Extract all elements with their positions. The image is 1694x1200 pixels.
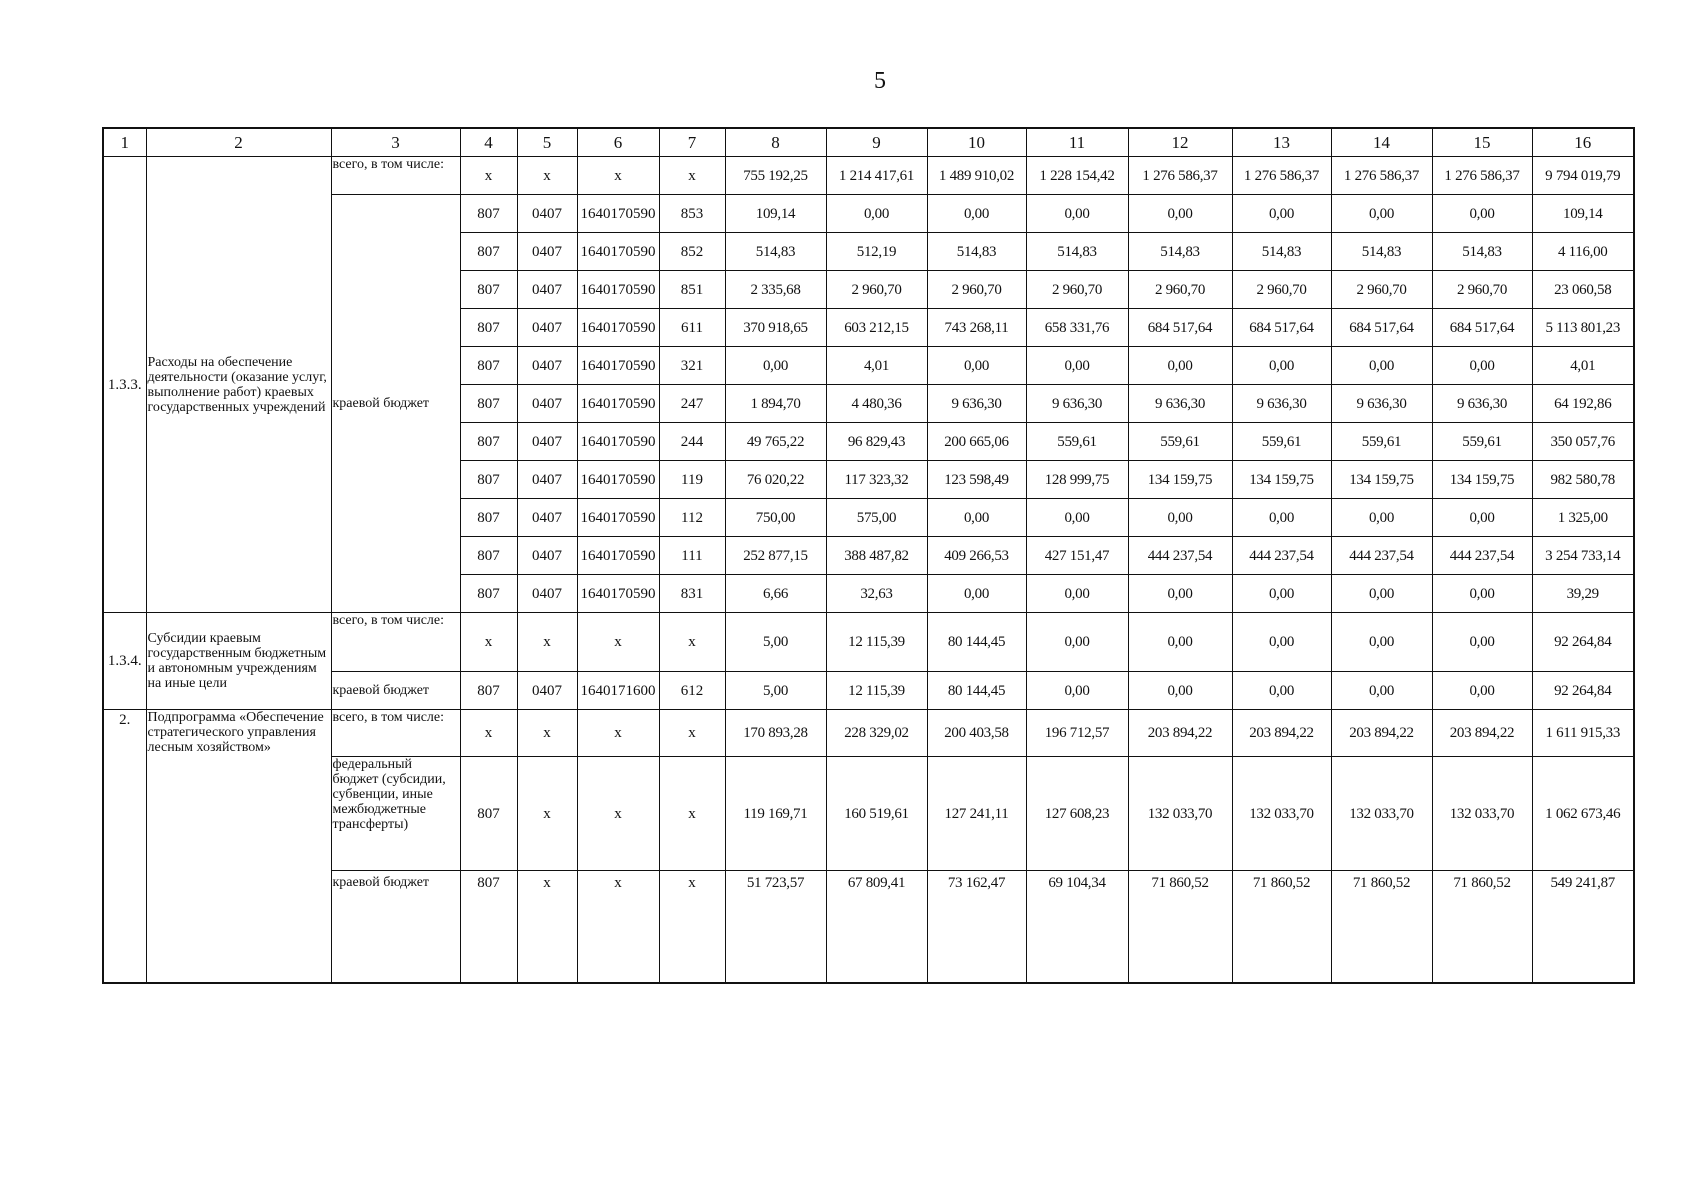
column-header: 16: [1532, 128, 1634, 157]
value-cell: 1 228 154,42: [1026, 157, 1128, 195]
source-label: всего, в том числе:: [331, 613, 460, 672]
source-label: всего, в том числе:: [331, 710, 460, 757]
value-cell: 5 113 801,23: [1532, 309, 1634, 347]
value-cell: 0407: [517, 271, 577, 309]
column-header: 2: [146, 128, 331, 157]
value-cell: 559,61: [1232, 423, 1331, 461]
value-cell: 4,01: [826, 347, 927, 385]
value-cell: 807: [460, 499, 517, 537]
value-cell: 0,00: [1026, 672, 1128, 710]
value-cell: 1640170590: [577, 423, 659, 461]
table-row: [103, 157, 1634, 195]
value-cell: 9 636,30: [1432, 385, 1532, 423]
value-cell: 92 264,84: [1532, 613, 1634, 672]
value-cell: 0407: [517, 233, 577, 271]
value-cell: 228 329,02: [826, 710, 927, 757]
value-cell: 160 519,61: [826, 757, 927, 871]
value-cell: 9 636,30: [1331, 385, 1432, 423]
value-cell: 444 237,54: [1432, 537, 1532, 575]
value-cell: 514,83: [1232, 233, 1331, 271]
value-cell: 71 860,52: [1128, 871, 1232, 984]
value-cell: 134 159,75: [1331, 461, 1432, 499]
value-cell: 982 580,78: [1532, 461, 1634, 499]
value-cell: 1640170590: [577, 385, 659, 423]
value-cell: 80 144,45: [927, 672, 1026, 710]
value-cell: 1640170590: [577, 347, 659, 385]
value-cell: x: [460, 157, 517, 195]
value-cell: 0,00: [1128, 672, 1232, 710]
value-cell: 5,00: [725, 613, 826, 672]
value-cell: 512,19: [826, 233, 927, 271]
value-cell: 559,61: [1128, 423, 1232, 461]
value-cell: 9 636,30: [1232, 385, 1331, 423]
column-header: 14: [1331, 128, 1432, 157]
value-cell: 49 765,22: [725, 423, 826, 461]
value-cell: 200 403,58: [927, 710, 1026, 757]
column-header: 8: [725, 128, 826, 157]
value-cell: 0,00: [1331, 347, 1432, 385]
value-cell: 112: [659, 499, 725, 537]
value-cell: 0,00: [1331, 613, 1432, 672]
value-cell: 0407: [517, 195, 577, 233]
value-cell: 1 276 586,37: [1232, 157, 1331, 195]
value-cell: 807: [460, 385, 517, 423]
value-cell: 0,00: [1331, 195, 1432, 233]
value-cell: 514,83: [1331, 233, 1432, 271]
value-cell: 0,00: [1331, 575, 1432, 613]
value-cell: 109,14: [1532, 195, 1634, 233]
value-cell: 0,00: [1026, 347, 1128, 385]
value-cell: 134 159,75: [1432, 461, 1532, 499]
value-cell: 0,00: [1232, 613, 1331, 672]
value-cell: 0,00: [1232, 499, 1331, 537]
value-cell: 2 960,70: [1128, 271, 1232, 309]
value-cell: 252 877,15: [725, 537, 826, 575]
value-cell: 807: [460, 347, 517, 385]
value-cell: 0407: [517, 499, 577, 537]
value-cell: 514,83: [1128, 233, 1232, 271]
value-cell: 514,83: [725, 233, 826, 271]
value-cell: 96 829,43: [826, 423, 927, 461]
value-cell: x: [460, 613, 517, 672]
value-cell: 1 489 910,02: [927, 157, 1026, 195]
value-cell: 559,61: [1026, 423, 1128, 461]
value-cell: 0407: [517, 309, 577, 347]
value-cell: 1640170590: [577, 195, 659, 233]
value-cell: 321: [659, 347, 725, 385]
column-header: 1: [103, 128, 146, 157]
value-cell: 750,00: [725, 499, 826, 537]
value-cell: 132 033,70: [1232, 757, 1331, 871]
value-cell: 1 894,70: [725, 385, 826, 423]
value-cell: 409 266,53: [927, 537, 1026, 575]
value-cell: 852: [659, 233, 725, 271]
value-cell: 117 323,32: [826, 461, 927, 499]
value-cell: 0,00: [1128, 575, 1232, 613]
value-cell: 549 241,87: [1532, 871, 1634, 984]
value-cell: 0,00: [1128, 347, 1232, 385]
value-cell: 1 062 673,46: [1532, 757, 1634, 871]
source-label: федеральный бюджет (субсидии, субвенции, иные межбюджетные трансферты): [331, 757, 460, 871]
value-cell: 0,00: [1026, 195, 1128, 233]
value-cell: 1640170590: [577, 309, 659, 347]
value-cell: 0,00: [1128, 499, 1232, 537]
value-cell: 0,00: [725, 347, 826, 385]
column-header: 9: [826, 128, 927, 157]
value-cell: x: [577, 710, 659, 757]
value-cell: 9 636,30: [1026, 385, 1128, 423]
value-cell: 0,00: [927, 575, 1026, 613]
value-cell: x: [659, 157, 725, 195]
value-cell: 0407: [517, 347, 577, 385]
value-cell: 1640170590: [577, 575, 659, 613]
value-cell: 4,01: [1532, 347, 1634, 385]
value-cell: 9 636,30: [927, 385, 1026, 423]
section-name: Расходы на обеспечение деятельности (оказание услуг, выполнение работ) краевых государственных учреждений: [146, 157, 331, 613]
value-cell: 0,00: [1232, 347, 1331, 385]
value-cell: 559,61: [1331, 423, 1432, 461]
value-cell: 611: [659, 309, 725, 347]
value-cell: 0,00: [1331, 499, 1432, 537]
value-cell: 4 480,36: [826, 385, 927, 423]
value-cell: 807: [460, 757, 517, 871]
value-cell: x: [460, 710, 517, 757]
value-cell: 807: [460, 195, 517, 233]
table-row: [103, 757, 1634, 871]
section-index: 2.: [103, 710, 146, 984]
value-cell: 111: [659, 537, 725, 575]
value-cell: x: [517, 871, 577, 984]
column-header: 15: [1432, 128, 1532, 157]
value-cell: 132 033,70: [1331, 757, 1432, 871]
value-cell: 0,00: [927, 347, 1026, 385]
column-header: 4: [460, 128, 517, 157]
value-cell: 0,00: [927, 195, 1026, 233]
value-cell: 127 241,11: [927, 757, 1026, 871]
value-cell: 12 115,39: [826, 672, 927, 710]
value-cell: 0,00: [1128, 195, 1232, 233]
table-row: [103, 613, 1634, 672]
value-cell: x: [659, 757, 725, 871]
value-cell: 71 860,52: [1432, 871, 1532, 984]
value-cell: 0,00: [1128, 613, 1232, 672]
value-cell: 1 611 915,33: [1532, 710, 1634, 757]
section-name: Субсидии краевым государственным бюджетным и автономным учреждениям на иные цели: [146, 613, 331, 710]
value-cell: 127 608,23: [1026, 757, 1128, 871]
section-index: 1.3.3.: [103, 157, 146, 613]
value-cell: 444 237,54: [1128, 537, 1232, 575]
value-cell: 684 517,64: [1331, 309, 1432, 347]
table-row: [103, 195, 1634, 233]
value-cell: 1640170590: [577, 537, 659, 575]
column-header: 5: [517, 128, 577, 157]
value-cell: 12 115,39: [826, 613, 927, 672]
value-cell: 0,00: [1432, 672, 1532, 710]
value-cell: 807: [460, 309, 517, 347]
value-cell: x: [577, 871, 659, 984]
value-cell: 3 254 733,14: [1532, 537, 1634, 575]
column-header: 11: [1026, 128, 1128, 157]
value-cell: 170 893,28: [725, 710, 826, 757]
value-cell: 1640170590: [577, 271, 659, 309]
value-cell: 73 162,47: [927, 871, 1026, 984]
value-cell: 0407: [517, 385, 577, 423]
value-cell: 71 860,52: [1232, 871, 1331, 984]
table-row: [103, 672, 1634, 710]
value-cell: 444 237,54: [1232, 537, 1331, 575]
value-cell: 0407: [517, 537, 577, 575]
value-cell: 807: [460, 271, 517, 309]
column-header: 10: [927, 128, 1026, 157]
page-number: 5: [874, 68, 886, 94]
value-cell: 559,61: [1432, 423, 1532, 461]
value-cell: 1640170590: [577, 233, 659, 271]
value-cell: x: [517, 157, 577, 195]
value-cell: 80 144,45: [927, 613, 1026, 672]
value-cell: 851: [659, 271, 725, 309]
value-cell: x: [577, 757, 659, 871]
value-cell: 514,83: [1026, 233, 1128, 271]
value-cell: 203 894,22: [1128, 710, 1232, 757]
value-cell: 684 517,64: [1232, 309, 1331, 347]
value-cell: 2 960,70: [1432, 271, 1532, 309]
value-cell: 23 060,58: [1532, 271, 1634, 309]
value-cell: 119 169,71: [725, 757, 826, 871]
value-cell: 0,00: [1432, 347, 1532, 385]
value-cell: 0,00: [1026, 575, 1128, 613]
source-label: всего, в том числе:: [331, 157, 460, 195]
value-cell: 92 264,84: [1532, 672, 1634, 710]
value-cell: 1640170590: [577, 499, 659, 537]
value-cell: 444 237,54: [1331, 537, 1432, 575]
value-cell: 203 894,22: [1432, 710, 1532, 757]
value-cell: 196 712,57: [1026, 710, 1128, 757]
value-cell: 0,00: [927, 499, 1026, 537]
value-cell: 128 999,75: [1026, 461, 1128, 499]
value-cell: x: [517, 710, 577, 757]
value-cell: 831: [659, 575, 725, 613]
value-cell: 807: [460, 537, 517, 575]
value-cell: 658 331,76: [1026, 309, 1128, 347]
value-cell: 2 960,70: [1232, 271, 1331, 309]
value-cell: 0407: [517, 423, 577, 461]
value-cell: 64 192,86: [1532, 385, 1634, 423]
column-header: 6: [577, 128, 659, 157]
value-cell: 123 598,49: [927, 461, 1026, 499]
value-cell: 32,63: [826, 575, 927, 613]
value-cell: x: [659, 710, 725, 757]
value-cell: 755 192,25: [725, 157, 826, 195]
value-cell: 807: [460, 461, 517, 499]
value-cell: 132 033,70: [1128, 757, 1232, 871]
value-cell: 427 151,47: [1026, 537, 1128, 575]
value-cell: 2 335,68: [725, 271, 826, 309]
value-cell: 0,00: [1026, 499, 1128, 537]
value-cell: x: [517, 613, 577, 672]
value-cell: 0,00: [1232, 195, 1331, 233]
value-cell: 200 665,06: [927, 423, 1026, 461]
value-cell: 2 960,70: [927, 271, 1026, 309]
value-cell: 39,29: [1532, 575, 1634, 613]
table-row: [103, 710, 1634, 757]
value-cell: 1640170590: [577, 461, 659, 499]
source-label: краевой бюджет: [331, 672, 460, 710]
table-row: [103, 871, 1634, 984]
value-cell: 853: [659, 195, 725, 233]
value-cell: 743 268,11: [927, 309, 1026, 347]
value-cell: 0,00: [1331, 672, 1432, 710]
value-cell: 244: [659, 423, 725, 461]
value-cell: 0,00: [1026, 613, 1128, 672]
value-cell: 76 020,22: [725, 461, 826, 499]
section-index: 1.3.4.: [103, 613, 146, 710]
value-cell: 1 276 586,37: [1432, 157, 1532, 195]
source-label: краевой бюджет: [331, 871, 460, 984]
value-cell: 69 104,34: [1026, 871, 1128, 984]
value-cell: 388 487,82: [826, 537, 927, 575]
value-cell: 203 894,22: [1232, 710, 1331, 757]
value-cell: x: [659, 871, 725, 984]
value-cell: 203 894,22: [1331, 710, 1432, 757]
value-cell: 0,00: [1432, 613, 1532, 672]
value-cell: 132 033,70: [1432, 757, 1532, 871]
budget-table: [102, 127, 1635, 984]
value-cell: 119: [659, 461, 725, 499]
value-cell: 807: [460, 233, 517, 271]
value-cell: 0,00: [1232, 672, 1331, 710]
value-cell: 6,66: [725, 575, 826, 613]
value-cell: 0407: [517, 672, 577, 710]
value-cell: 575,00: [826, 499, 927, 537]
value-cell: 4 116,00: [1532, 233, 1634, 271]
value-cell: 134 159,75: [1232, 461, 1331, 499]
column-header: 3: [331, 128, 460, 157]
value-cell: 2 960,70: [1331, 271, 1432, 309]
value-cell: 9 794 019,79: [1532, 157, 1634, 195]
value-cell: 514,83: [927, 233, 1026, 271]
column-header: 7: [659, 128, 725, 157]
value-cell: x: [577, 157, 659, 195]
value-cell: 0407: [517, 461, 577, 499]
value-cell: x: [517, 757, 577, 871]
value-cell: 134 159,75: [1128, 461, 1232, 499]
value-cell: 5,00: [725, 672, 826, 710]
value-cell: 247: [659, 385, 725, 423]
value-cell: 684 517,64: [1128, 309, 1232, 347]
value-cell: 67 809,41: [826, 871, 927, 984]
column-header: 12: [1128, 128, 1232, 157]
section-name: Подпрограмма «Обеспечение стратегического управления лесным хозяйством»: [146, 710, 331, 984]
value-cell: 1640171600: [577, 672, 659, 710]
value-cell: 350 057,76: [1532, 423, 1634, 461]
value-cell: 0407: [517, 575, 577, 613]
value-cell: 1 276 586,37: [1331, 157, 1432, 195]
value-cell: 0,00: [1432, 195, 1532, 233]
value-cell: 807: [460, 575, 517, 613]
value-cell: 51 723,57: [725, 871, 826, 984]
value-cell: 807: [460, 672, 517, 710]
value-cell: 2 960,70: [826, 271, 927, 309]
value-cell: 807: [460, 423, 517, 461]
column-header: 13: [1232, 128, 1331, 157]
value-cell: 0,00: [826, 195, 927, 233]
value-cell: 0,00: [1432, 499, 1532, 537]
value-cell: 603 212,15: [826, 309, 927, 347]
value-cell: 612: [659, 672, 725, 710]
value-cell: 1 276 586,37: [1128, 157, 1232, 195]
value-cell: 2 960,70: [1026, 271, 1128, 309]
value-cell: 109,14: [725, 195, 826, 233]
value-cell: 807: [460, 871, 517, 984]
value-cell: 370 918,65: [725, 309, 826, 347]
value-cell: 9 636,30: [1128, 385, 1232, 423]
value-cell: 0,00: [1432, 575, 1532, 613]
value-cell: x: [659, 613, 725, 672]
table-row: [103, 128, 1634, 157]
value-cell: 684 517,64: [1432, 309, 1532, 347]
value-cell: 1 325,00: [1532, 499, 1634, 537]
value-cell: 71 860,52: [1331, 871, 1432, 984]
value-cell: 1 214 417,61: [826, 157, 927, 195]
value-cell: x: [577, 613, 659, 672]
value-cell: 0,00: [1232, 575, 1331, 613]
value-cell: 514,83: [1432, 233, 1532, 271]
source-label: краевой бюджет: [331, 195, 460, 613]
